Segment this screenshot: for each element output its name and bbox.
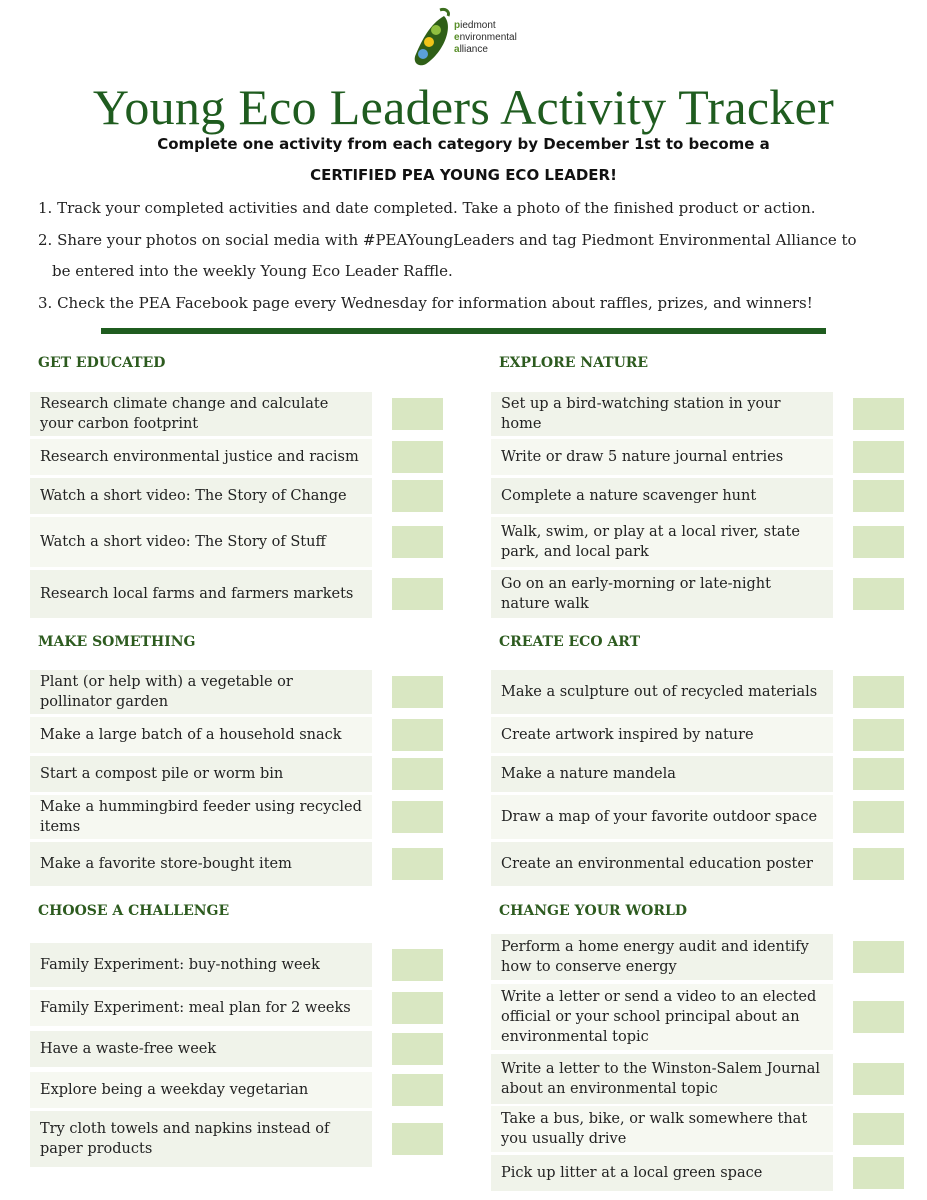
completion-checkbox[interactable] bbox=[853, 848, 904, 880]
activity-label: Create an environmental education poster bbox=[501, 856, 813, 872]
activity-label: Have a waste-free week bbox=[40, 1041, 217, 1057]
activity-row bbox=[491, 1106, 833, 1152]
completion-checkbox[interactable] bbox=[853, 1063, 904, 1095]
completion-checkbox[interactable] bbox=[853, 719, 904, 751]
activity-label: Draw a map of your favorite outdoor space bbox=[501, 809, 818, 825]
activity-label: Family Experiment: meal plan for 2 weeks bbox=[40, 1000, 351, 1016]
completion-checkbox[interactable] bbox=[853, 578, 904, 610]
activity-row bbox=[30, 1031, 372, 1067]
completion-checkbox[interactable] bbox=[392, 719, 443, 751]
activity-row bbox=[491, 934, 833, 980]
activity-row bbox=[30, 756, 372, 792]
activity-label: Try cloth towels and napkins instead of paper products bbox=[40, 1121, 330, 1157]
activity-label: Explore being a weekday vegetarian bbox=[40, 1082, 309, 1098]
activity-row bbox=[30, 1072, 372, 1108]
activity-label: Research climate change and calculate your carbon footprint bbox=[40, 396, 329, 432]
activity-label: Perform a home energy audit and identify how to conserve energy bbox=[501, 939, 809, 975]
completion-checkbox[interactable] bbox=[392, 801, 443, 833]
completion-checkbox[interactable] bbox=[392, 1033, 443, 1065]
activity-row bbox=[30, 439, 372, 475]
completion-checkbox[interactable] bbox=[392, 758, 443, 790]
activity-label: Go on an early-morning or late-night nature walk bbox=[501, 576, 771, 612]
activity-row bbox=[491, 1054, 833, 1104]
activity-label: Start a compost pile or worm bin bbox=[40, 766, 284, 782]
activity-row bbox=[30, 517, 372, 567]
logo-line-1: piedmont bbox=[454, 20, 496, 31]
activity-row bbox=[491, 570, 833, 618]
activity-row bbox=[30, 990, 372, 1026]
instruction-2: 2. Share your photos on social media with #PEAYoungLeaders and tag Piedmont Environmental Alliance to bbox=[38, 231, 857, 249]
activity-label: Watch a short video: The Story of Change bbox=[40, 488, 347, 504]
category-heading-make-something: MAKE SOMETHING bbox=[38, 634, 196, 650]
completion-checkbox[interactable] bbox=[853, 441, 904, 473]
logo-line-3: alliance bbox=[454, 44, 488, 55]
activity-row bbox=[30, 943, 372, 987]
activity-label: Make a nature mandela bbox=[501, 766, 676, 782]
activity-row bbox=[491, 842, 833, 886]
completion-checkbox[interactable] bbox=[853, 526, 904, 558]
completion-checkbox[interactable] bbox=[392, 848, 443, 880]
activity-row bbox=[491, 795, 833, 839]
logo-line-2: environmental bbox=[454, 32, 517, 43]
activity-label: Research local farms and farmers markets bbox=[40, 586, 354, 602]
activity-label: Make a hummingbird feeder using recycled items bbox=[40, 799, 362, 835]
activity-label: Make a large batch of a household snack bbox=[40, 727, 342, 743]
completion-checkbox[interactable] bbox=[853, 676, 904, 708]
completion-checkbox[interactable] bbox=[392, 1123, 443, 1155]
completion-checkbox[interactable] bbox=[853, 398, 904, 430]
completion-checkbox[interactable] bbox=[853, 1001, 904, 1033]
activity-row bbox=[30, 717, 372, 753]
instruction-2-continued: be entered into the weekly Young Eco Leader Raffle. bbox=[52, 262, 453, 280]
activity-row bbox=[491, 517, 833, 567]
activity-label: Write a letter or send a video to an elected official or your school principal about an environmental topic bbox=[501, 989, 817, 1045]
page-title: Young Eco Leaders Activity Tracker bbox=[92, 79, 835, 135]
category-heading-create-eco-art: CREATE ECO ART bbox=[499, 634, 641, 650]
completion-checkbox[interactable] bbox=[392, 578, 443, 610]
instruction-1: 1. Track your completed activities and date completed. Take a photo of the finished product or action. bbox=[38, 199, 816, 217]
section-divider bbox=[101, 328, 826, 334]
completion-checkbox[interactable] bbox=[392, 1074, 443, 1106]
activity-label: Family Experiment: buy-nothing week bbox=[40, 957, 320, 973]
completion-checkbox[interactable] bbox=[392, 480, 443, 512]
completion-checkbox[interactable] bbox=[392, 992, 443, 1024]
activity-row bbox=[30, 1111, 372, 1167]
subtitle-line-2: CERTIFIED PEA YOUNG ECO LEADER! bbox=[310, 166, 617, 184]
activity-row bbox=[30, 842, 372, 886]
category-heading-change-your-world: CHANGE YOUR WORLD bbox=[499, 903, 687, 919]
activity-label: Take a bus, bike, or walk somewhere that you usually drive bbox=[501, 1111, 808, 1147]
completion-checkbox[interactable] bbox=[853, 758, 904, 790]
activity-row bbox=[491, 670, 833, 714]
activity-label: Set up a bird-watching station in your home bbox=[501, 396, 781, 432]
category-heading-choose-a-challenge: CHOOSE A CHALLENGE bbox=[38, 903, 230, 919]
subtitle-line-1: Complete one activity from each category by December 1st to become a bbox=[157, 135, 770, 153]
completion-checkbox[interactable] bbox=[392, 398, 443, 430]
activity-label: Research environmental justice and racism bbox=[40, 449, 359, 465]
activity-label: Plant (or help with) a vegetable or pollinator garden bbox=[40, 674, 293, 710]
activity-row bbox=[491, 478, 833, 514]
activity-row bbox=[491, 717, 833, 753]
activity-row bbox=[491, 984, 833, 1050]
category-heading-get-educated: GET EDUCATED bbox=[38, 355, 166, 371]
activity-label: Complete a nature scavenger hunt bbox=[501, 488, 757, 504]
pea-pod-icon bbox=[410, 6, 456, 68]
activity-label: Write a letter to the Winston-Salem Journal about an environmental topic bbox=[501, 1061, 821, 1097]
completion-checkbox[interactable] bbox=[392, 526, 443, 558]
activity-label: Pick up litter at a local green space bbox=[501, 1165, 763, 1181]
completion-checkbox[interactable] bbox=[392, 949, 443, 981]
activity-label: Make a sculpture out of recycled materials bbox=[501, 684, 818, 700]
activity-row bbox=[30, 478, 372, 514]
instruction-3: 3. Check the PEA Facebook page every Wednesday for information about raffles, prizes, and winners! bbox=[38, 294, 813, 312]
completion-checkbox[interactable] bbox=[392, 441, 443, 473]
activity-row bbox=[30, 570, 372, 618]
activity-row bbox=[491, 1155, 833, 1191]
completion-checkbox[interactable] bbox=[853, 801, 904, 833]
completion-checkbox[interactable] bbox=[853, 480, 904, 512]
completion-checkbox[interactable] bbox=[853, 941, 904, 973]
activity-row bbox=[30, 392, 372, 436]
activity-label: Make a favorite store-bought item bbox=[40, 856, 292, 872]
activity-label: Watch a short video: The Story of Stuff bbox=[40, 534, 326, 550]
logo-wordmark bbox=[454, 20, 517, 56]
completion-checkbox[interactable] bbox=[853, 1157, 904, 1189]
activity-label: Walk, swim, or play at a local river, state park, and local park bbox=[501, 524, 800, 560]
completion-checkbox[interactable] bbox=[853, 1113, 904, 1145]
activity-row bbox=[30, 795, 372, 839]
category-heading-explore-nature: EXPLORE NATURE bbox=[499, 355, 649, 371]
completion-checkbox[interactable] bbox=[392, 676, 443, 708]
activity-row bbox=[30, 670, 372, 714]
pea-logo bbox=[410, 6, 540, 70]
activity-label: Create artwork inspired by nature bbox=[501, 727, 754, 743]
activity-row bbox=[491, 392, 833, 436]
activity-row bbox=[491, 439, 833, 475]
activity-row bbox=[491, 756, 833, 792]
activity-label: Write or draw 5 nature journal entries bbox=[501, 449, 784, 465]
